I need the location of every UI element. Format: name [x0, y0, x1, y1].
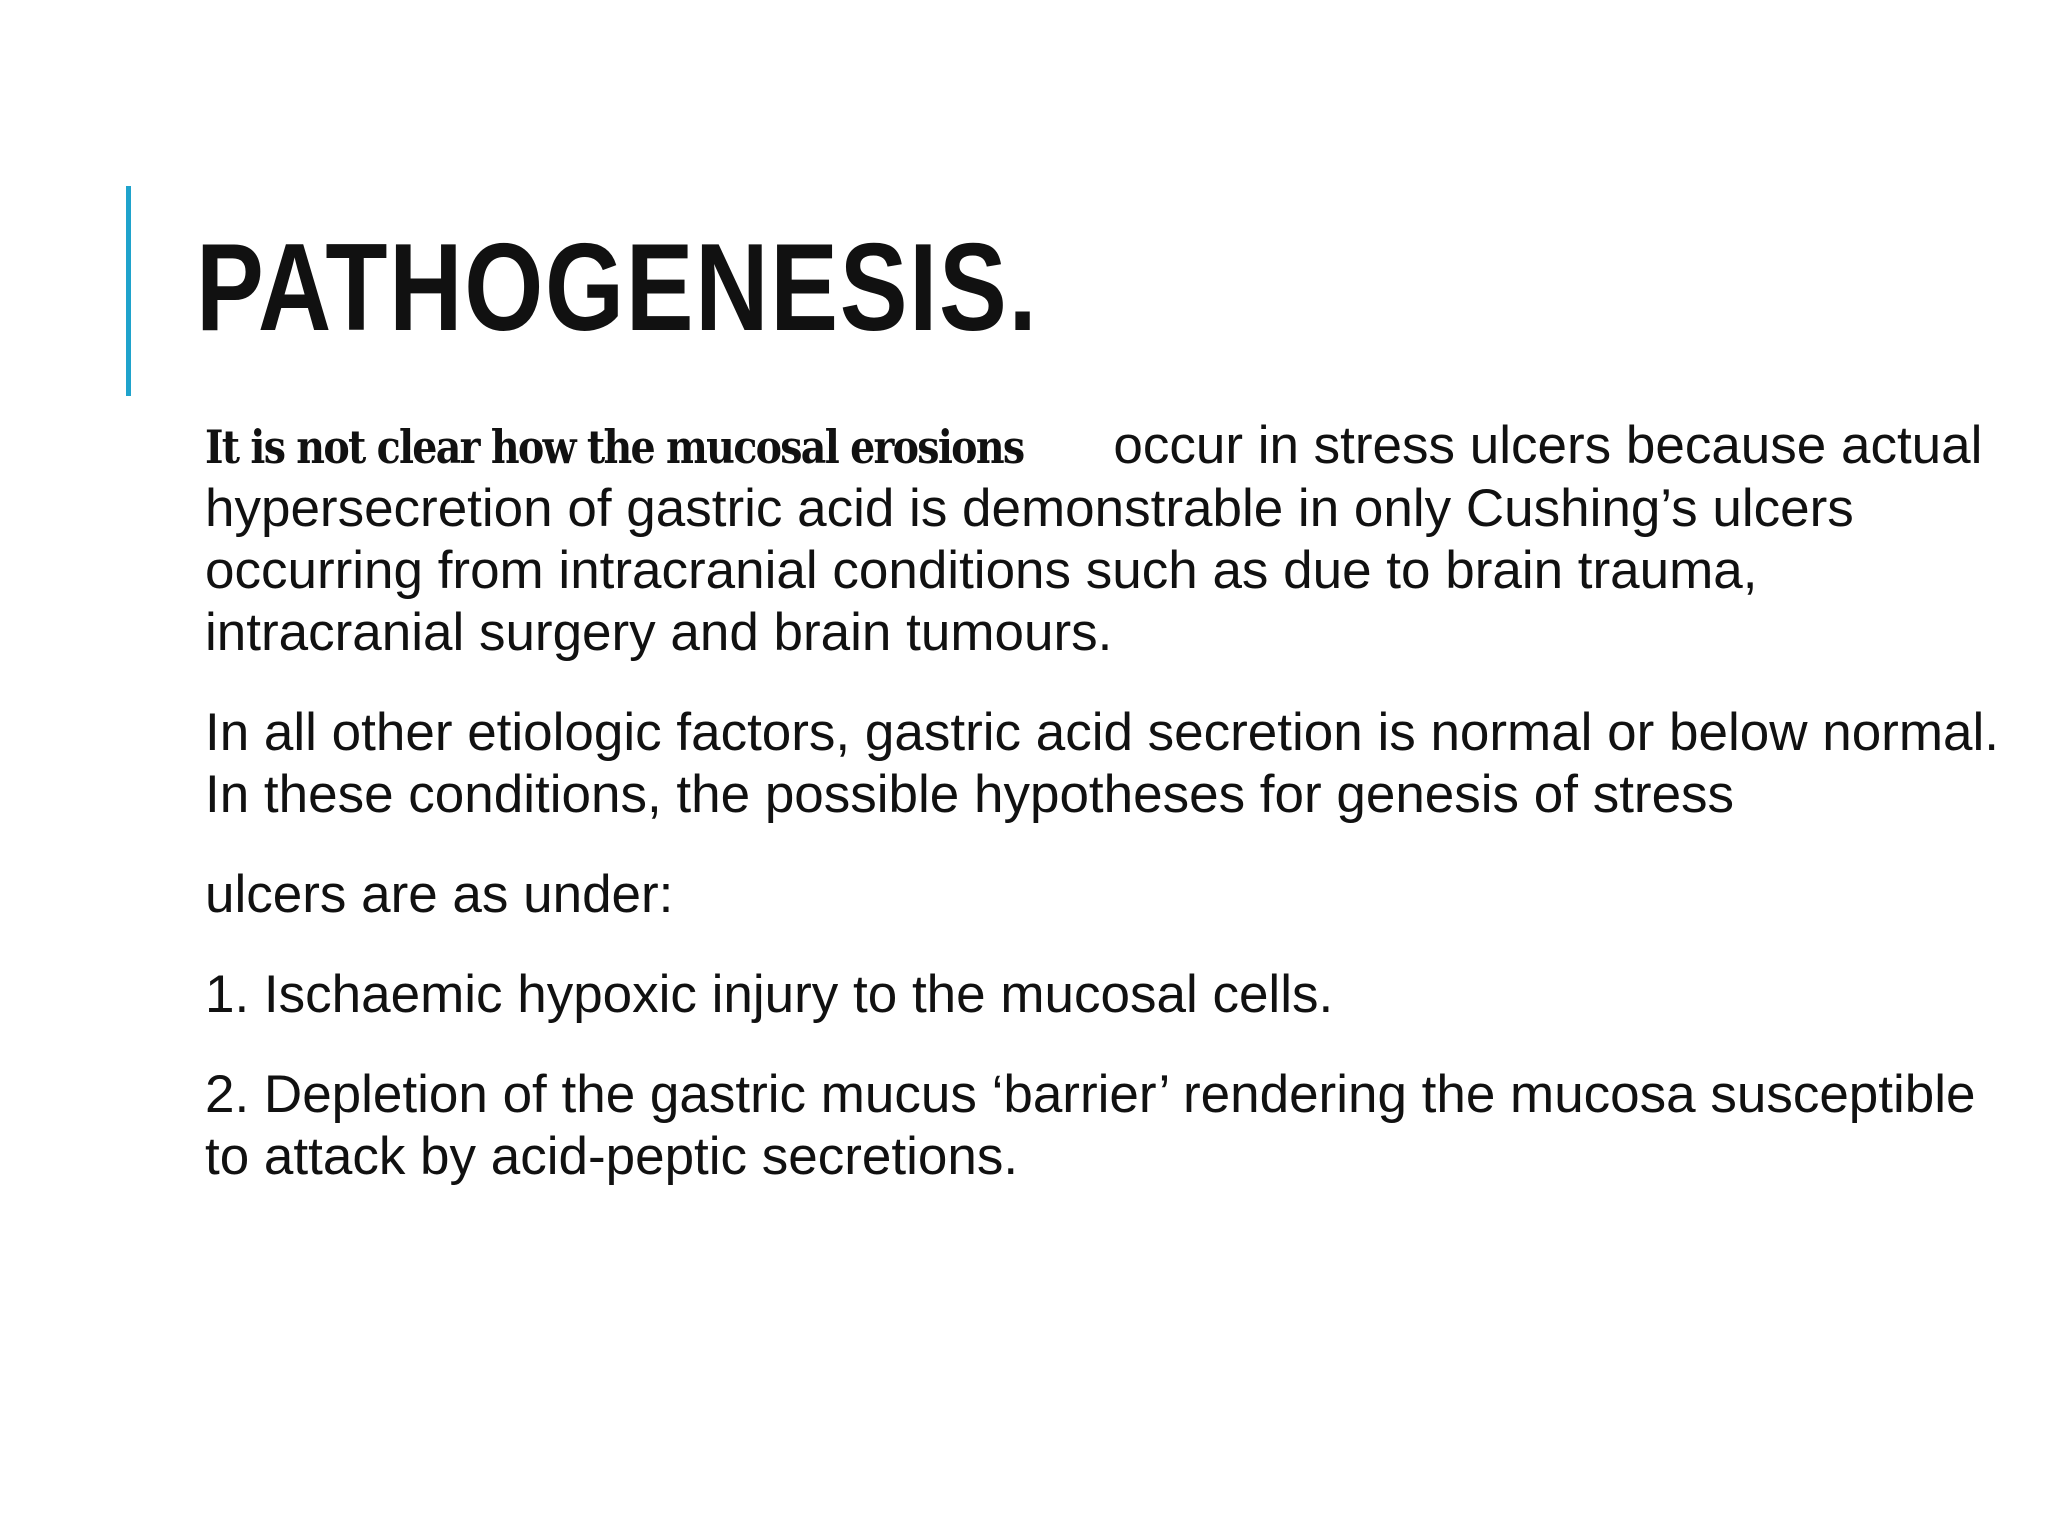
title-accent-bar	[126, 186, 131, 396]
paragraph-hypotheses-intro: ulcers are as under:	[205, 865, 674, 924]
list-item-2: 2. Depletion of the gastric mucus ‘barrier’ rendering the mucosa susceptible to attack by acid-peptic secretions.	[205, 1065, 1976, 1186]
slide-body	[205, 415, 2005, 1226]
paragraph-intro-rest: occur in stress ulcers because actual hypersecretion of gastric acid is demonstrable in only Cushing’s ulcers occurring from intracranial conditions such as due to brain trauma, intracranial surgery and brain tumours.	[205, 416, 1983, 662]
paragraph-etiology: In all other etiologic factors, gastric acid secretion is normal or below normal. In these conditions, the possible hypotheses for genesis of stress	[205, 703, 1999, 824]
slide-title: PATHOGENESIS.	[196, 219, 1039, 357]
paragraph-intro	[205, 415, 2005, 664]
paragraph-intro-lead: It is not clear how the mucosal erosions	[205, 420, 1024, 474]
list-item-1: 1. Ischaemic hypoxic injury to the mucosal cells.	[205, 965, 1334, 1024]
